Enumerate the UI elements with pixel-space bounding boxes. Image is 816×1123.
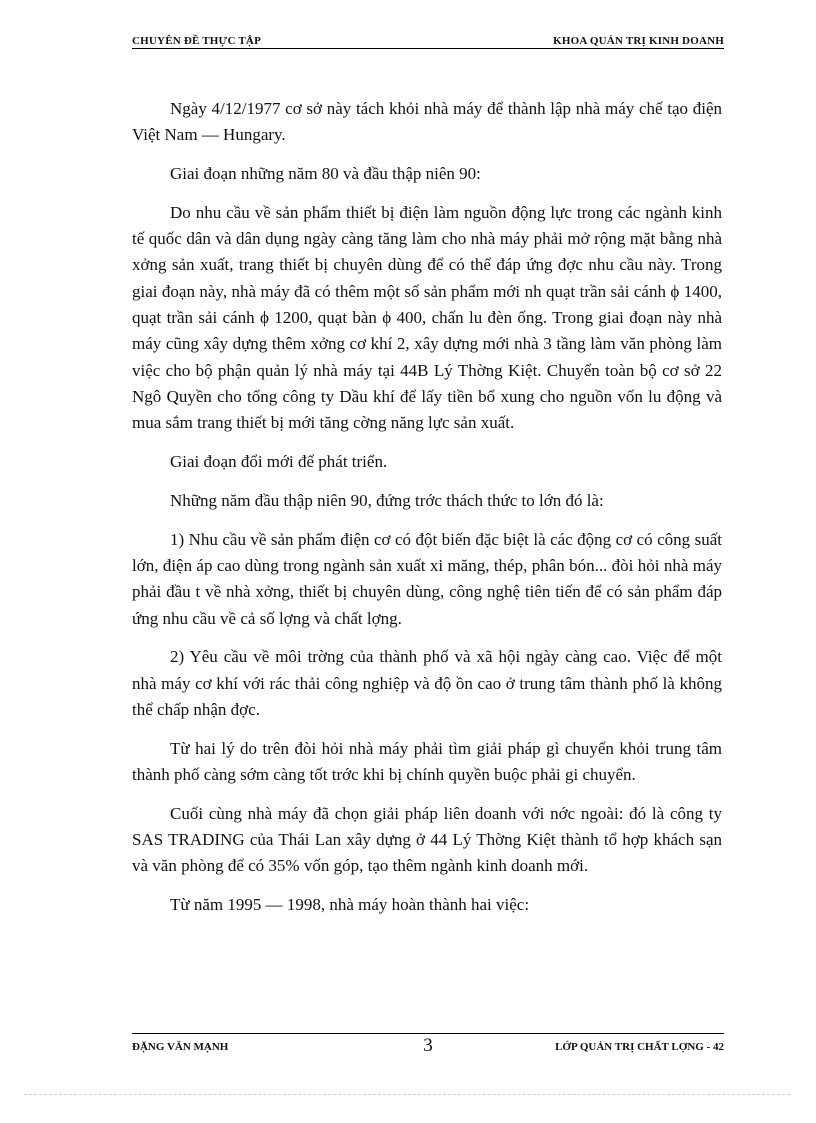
paragraph: Từ năm 1995 — 1998, nhà máy hoàn thành hai việc: [170, 895, 530, 915]
paragraph: Từ hai lý do trên đòi hỏi nhà máy phải tìm giải pháp gì chuyển khỏi trung tâm thành phố càng sớm càng tốt trớc khi bị chính quyền buộc phải gi chuyển. [132, 738, 722, 785]
document-body [132, 96, 722, 931]
paragraph: 2) Yêu cầu về môi trờng của thành phố và xã hội ngày càng cao. Việc để một nhà máy cơ khí với rác thải công nghiệp và độ ồn cao ở trung tâm thành phố là không thể chấp nhận đợc. [132, 647, 722, 719]
paragraph: Giai đoạn đổi mới để phát triển. [170, 452, 388, 472]
paragraph: Do nhu cầu về sản phẩm thiết bị điện làm nguồn động lực trong các ngành kinh tế quốc dân và dân dụng ngày càng tăng làm cho nhà máy phải mở rộng mặt bằng nhà xởng sản xuất, trang thiết bị chuyên dùng để có thể đáp ứng đợc nhu cầu này. Trong giai đoạn này, nhà máy đã có thêm một số sản phẩm mới nh quạt trần sải cánh ϕ 1400, quạt trần sải cánh ϕ 1200, quạt bàn ϕ 400, chấn lu đèn ống. Trong giai đoạn này nhà máy cũng xây dựng thêm xởng cơ khí 2, xây dựng mới nhà 3 tầng làm văn phòng làm việc cho bộ phận quản lý nhà máy tại 44B Lý Thờng Kiệt. Chuyển toàn bộ cơ sở 22 Ngô Quyền cho tổng công ty Dầu khí để lấy tiền bổ xung cho nguồn vốn lu động và mua sắm trang thiết bị mới tăng cờng năng lực sản xuất. [132, 202, 722, 433]
paragraph: Những năm đầu thập niên 90, đứng trớc thách thức to lớn đó là: [170, 490, 604, 510]
paragraph: Cuối cùng nhà máy đã chọn giải pháp liên doanh với nớc ngoài: đó là công ty SAS TRADING của Thái Lan xây dựng ở 44 Lý Thờng Kiệt thành tổ hợp khách sạn và văn phòng để có 35% vốn góp, tạo thêm ngành kinh doanh mới. [132, 803, 722, 876]
footer-author: ĐẶNG VĂN MẠNH [132, 1041, 229, 1053]
header-right-title: KHOA QUẢN TRỊ KINH DOANH [553, 35, 724, 47]
paragraph: Ngày 4/12/1977 cơ sở này tách khỏi nhà máy để thành lập nhà máy chế tạo điện Việt Nam — Hungary. [132, 99, 722, 145]
header-left-title: CHUYÊN ĐỀ THỰC TẬP [132, 35, 261, 47]
paragraph: 1) Nhu cầu về sản phẩm điện cơ có đột biến đặc biệt là các động cơ có công suất lớn, điện áp cao dùng trong ngành sản xuất xi măng, thép, phân bón... đòi hỏi nhà máy phải đầu t về nhà xởng, thiết bị chuyên dùng, công nghệ tiên tiến để có sản phẩm đáp ứng nhu cầu về cả số lợng và chất lợng. [132, 529, 722, 628]
page-footer [132, 1033, 724, 1056]
footer-class: LỚP QUẢN TRỊ CHẤT LỢNG - 42 [555, 1041, 724, 1053]
page-header [132, 32, 724, 49]
paragraph: Giai đoạn những năm 80 và đầu thập niên 90: [170, 164, 481, 184]
page-edge-divider [24, 1094, 790, 1095]
page-number: 3 [423, 1035, 433, 1056]
